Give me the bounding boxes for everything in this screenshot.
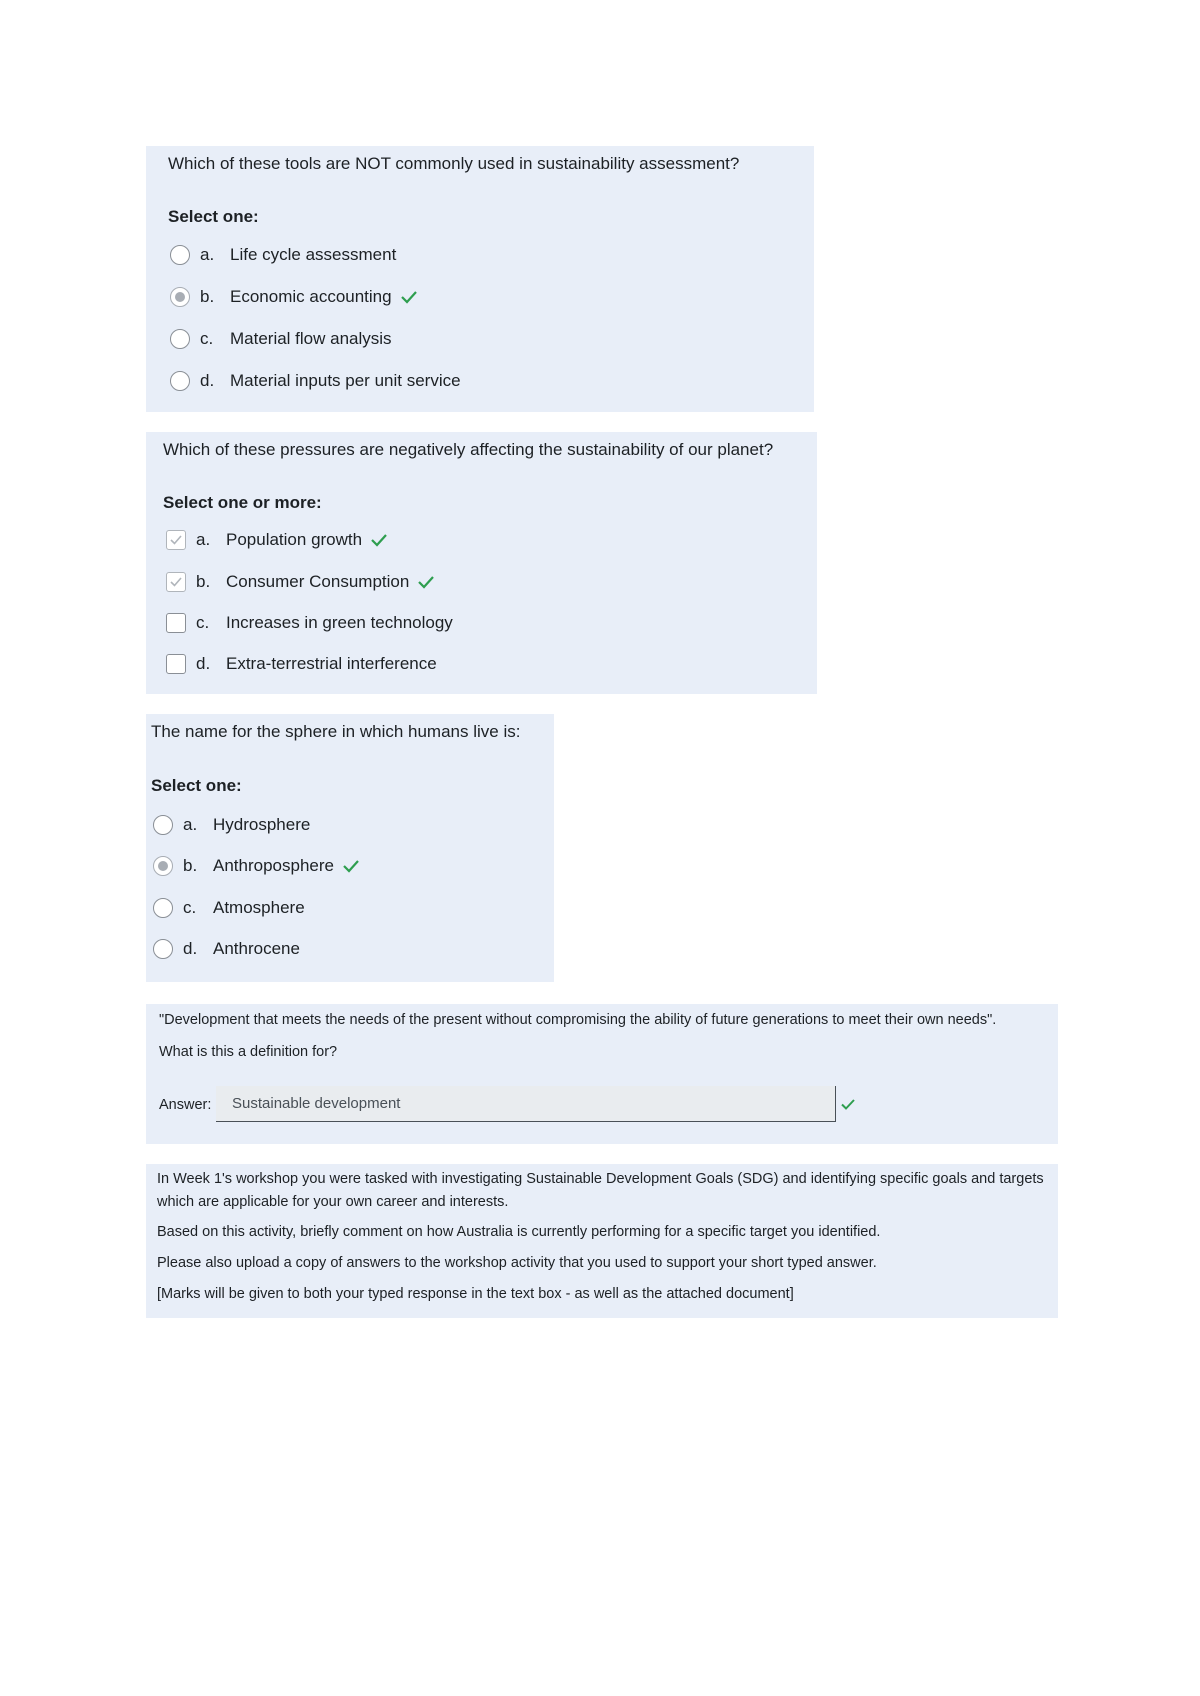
question-5-line-4: Please also upload a copy of answers to the workshop activity that you used to support your short typed answer. xyxy=(157,1255,877,1271)
option-letter: c. xyxy=(200,329,214,348)
question-1-option-d[interactable] xyxy=(170,367,461,395)
radio-button[interactable] xyxy=(153,898,173,918)
radio-button[interactable] xyxy=(170,329,190,349)
question-2-panel xyxy=(146,432,817,694)
option-label: Life cycle assessment xyxy=(230,245,397,264)
option-letter: d. xyxy=(196,654,211,673)
option-label: Increases in green technology xyxy=(226,613,453,632)
checkbox-checked[interactable] xyxy=(166,530,186,550)
answer-label: Answer: xyxy=(159,1097,212,1113)
option-label: Atmosphere xyxy=(213,898,305,917)
option-letter: d. xyxy=(200,371,215,390)
radio-button[interactable] xyxy=(170,371,190,391)
correct-check-icon xyxy=(417,575,435,589)
option-letter: a. xyxy=(200,245,215,264)
answer-input[interactable] xyxy=(216,1086,836,1122)
question-1-text: Which of these tools are NOT commonly used in sustainability assessment? xyxy=(168,154,740,173)
question-3-text: The name for the sphere in which humans live is: xyxy=(151,722,521,741)
correct-check-icon xyxy=(400,290,418,304)
question-3-select-label: Select one: xyxy=(151,776,242,795)
question-3-option-a[interactable] xyxy=(153,811,310,839)
question-5-panel xyxy=(146,1164,1058,1318)
radio-button[interactable] xyxy=(153,939,173,959)
option-label: Consumer Consumption xyxy=(226,572,410,591)
question-4-panel xyxy=(146,1004,1058,1144)
option-letter: b. xyxy=(200,287,215,306)
question-5-line-1: In Week 1's workshop you were tasked with investigating Sustainable Development Goals (SDG) and identifying specific goals and targets xyxy=(157,1171,1044,1187)
radio-button-selected[interactable] xyxy=(170,287,190,307)
question-3-option-b[interactable] xyxy=(153,852,360,880)
correct-check-icon xyxy=(342,859,360,873)
correct-check-icon xyxy=(370,533,388,547)
question-2-option-b[interactable] xyxy=(166,568,435,596)
option-letter: b. xyxy=(196,572,211,591)
option-letter: c. xyxy=(196,613,210,632)
question-1-option-c[interactable] xyxy=(170,325,392,353)
checkbox-checked[interactable] xyxy=(166,572,186,592)
question-4-quote: "Development that meets the needs of the present without compromising the ability of future generations to meet their own needs". xyxy=(159,1012,997,1028)
question-3-option-c[interactable] xyxy=(153,894,305,922)
option-letter: b. xyxy=(183,856,198,875)
question-1-option-b[interactable] xyxy=(170,283,418,311)
option-letter: a. xyxy=(196,530,211,549)
question-1-select-label: Select one: xyxy=(168,207,259,226)
question-2-option-c[interactable] xyxy=(166,609,453,637)
question-2-option-d[interactable] xyxy=(166,650,437,678)
option-label: Material flow analysis xyxy=(230,329,392,348)
option-label: Material inputs per unit service xyxy=(230,371,461,390)
option-label: Anthroposphere xyxy=(213,856,334,875)
question-2-option-a[interactable] xyxy=(166,526,388,554)
checkbox[interactable] xyxy=(166,654,186,674)
question-2-select-label: Select one or more: xyxy=(163,493,322,512)
option-letter: a. xyxy=(183,815,198,834)
question-1-panel xyxy=(146,146,814,412)
option-label: Economic accounting xyxy=(230,287,392,306)
question-5-line-5: [Marks will be given to both your typed response in the text box - as well as the attached document] xyxy=(157,1286,794,1302)
question-2-text: Which of these pressures are negatively affecting the sustainability of our planet? xyxy=(163,440,774,459)
radio-button[interactable] xyxy=(170,245,190,265)
option-label: Anthrocene xyxy=(213,939,300,958)
answer-value: Sustainable development xyxy=(232,1095,401,1112)
option-letter: c. xyxy=(183,898,197,917)
option-label: Hydrosphere xyxy=(213,815,311,834)
option-label: Extra-terrestrial interference xyxy=(226,654,437,673)
question-5-line-2: which are applicable for your own career and interests. xyxy=(157,1194,509,1210)
correct-check-icon xyxy=(840,1098,856,1116)
question-1-option-a[interactable] xyxy=(170,241,396,269)
question-4-prompt: What is this a definition for? xyxy=(159,1044,338,1060)
radio-button-selected[interactable] xyxy=(153,856,173,876)
question-5-line-3: Based on this activity, briefly comment on how Australia is currently performing for a specific target you identified. xyxy=(157,1224,881,1240)
question-3-panel xyxy=(146,714,554,982)
question-3-option-d[interactable] xyxy=(153,935,300,963)
checkbox[interactable] xyxy=(166,613,186,633)
option-letter: d. xyxy=(183,939,198,958)
radio-button[interactable] xyxy=(153,815,173,835)
option-label: Population growth xyxy=(226,530,363,549)
